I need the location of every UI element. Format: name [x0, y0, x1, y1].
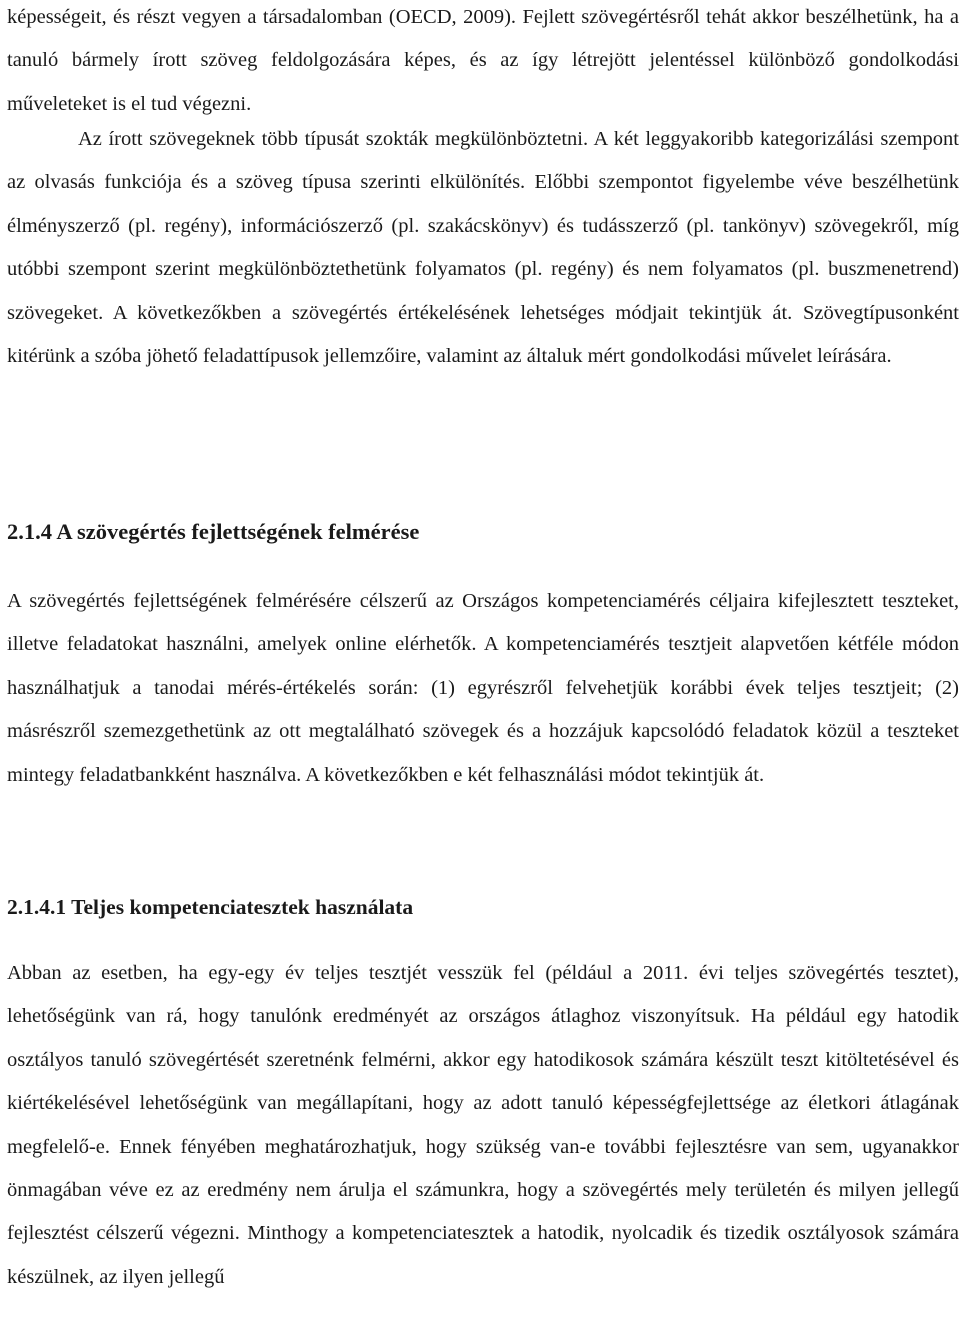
paragraph-full-test-usage: Abban az esetben, ha egy-egy év teljes tesztjét vesszük fel (például a 2011. évi teljes szövegértés tesztet), lehetőségünk van rá, hogy tanulónk eredményét az országos átlaghoz viszonyítsuk. Ha például egy hatodik osztályos tanuló szövegértését szeretnénk felmérni, akkor egy hatodikosok számára készült teszt kitöltetésével és kiértékelésével lehetőségünk van megállapítani, hogy az adott tanuló képességfejlettsége az életkori átlagának megfelelő-e. Ennek fényében meghatározhatjuk, hogy szükség van-e további fejlesztésre van sem, ugyanakkor önmagában véve ez az eredmény nem árulja el számunkra, hogy a szövegértés mely területén és milyen jellegű fejlesztést célszerű végezni. Minthogy a kompetenciatesztek a hatodik, nyolcadik és tizedik osztályosok számára készülnek, az ilyen jellegű: [7, 962, 959, 1288]
paragraph-text-types: [7, 118, 959, 378]
paragraph-reading-literacy-definition: képességeit, és részt vegyen a társadalomban (OECD, 2009). Fejlett szövegértésről tehát akkor beszélhetünk, ha a tanuló bármely írott szöveg feldolgozására képes, és az így létrejött jelentéssel különböző gondolkodási műveleteket is el tud végezni.: [7, 6, 959, 115]
paragraph-competence-tests: A szövegértés fejlettségének felmérésére célszerű az Országos kompetenciamérés céljaira kifejlesztett teszteket, illetve feladatokat használni, amelyek online elérhetők. A kompetenciamérés tesztjeit alapvetően kétféle módon használhatjuk a tanodai mérés-értékelés során: (1) egyrészről felvehetjük korábbi évek teljes tesztjeit; (2) másrészről szemezgethetünk az ott megtalálható szövegek és a hozzájuk kapcsolódó feladatok közül a teszteket mintegy feladatbankként használva. A következőkben e két felhasználási módot tekintjük át.: [7, 590, 959, 786]
subsection-heading-full-tests: 2.1.4.1 Teljes kompetenciatesztek használata: [7, 895, 414, 919]
section-heading-assessment: 2.1.4 A szövegértés fejlettségének felmérése: [7, 519, 420, 544]
paragraph-text-types-text: Az írott szövegeknek több típusát szokták megkülönböztetni. A két leggyakoribb kategorizálási szempont az olvasás funkciója és a szöveg típusa szerinti elkülönítés. Előbbi szempontot figyelembe véve beszélhetünk élményszerző (pl. regény), információszerző (pl. szakácskönyv) és tudásszerző (pl. tankönyv) szövegekről, míg utóbbi szempont szerint megkülönböztethetünk folyamatos (pl. regény) és nem folyamatos (pl. buszmenetrend) szövegeket. A következőkben a szövegértés értékelésének lehetséges módjait tekintjük át. Szövegtípusonként kitérünk a szóba jöhető feladattípusok jellemzőire, valamint az általuk mért gondolkodási művelet leírására.: [7, 128, 959, 368]
